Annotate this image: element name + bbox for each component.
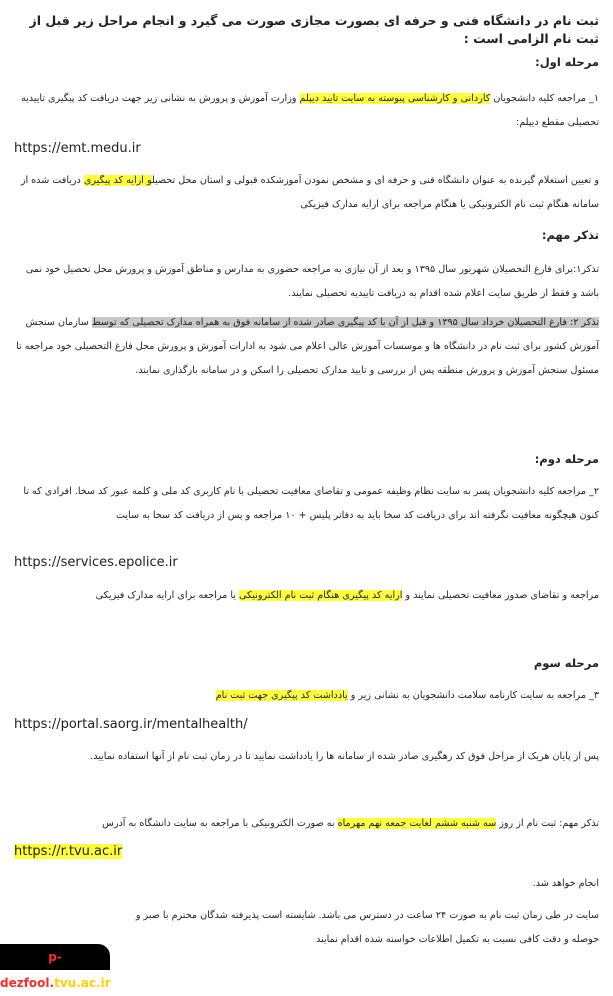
step2-paragraph1: ۲_ مراجعه کلیه دانشجویان پسر به سایت نظام وظیفه عمومی و تقاضای معافیت تحصیلی با نام کاربری کد ملی و کلمه عبور کد سخا. افرادی که تا کنون هیچگونه معافیت نگرفته اند برای دریافت کد سخا باید به دفاتر پلیس + ۱۰ مراجعه و پس از دریافت کد سخا به سایت	[23, 486, 599, 521]
final-paragraph2: انجام خواهد شد.	[532, 878, 599, 889]
final-url-link[interactable]	[14, 844, 599, 859]
step2-p2-highlight: ارایه کد پیگیری هنگام ثبت نام الکترونیکی	[239, 590, 403, 601]
note1-paragraph: تذکر۱:برای فارغ التحصیلان شهریور سال ۱۳۹۵ و بعد از آن نیازی به مراجعه حضوری به مدارس و مناطق آموزش و پرورش محل تحصیل خود نمی باشد و فقط از طریق سایت اعلام شده اقدام به دریافت تاییدیه تحصیلی نمایند.	[25, 264, 599, 299]
badge-prefix: p-dezfool.	[0, 950, 62, 990]
final-p1-text-b: به صورت الکترونیکی با مراجعه به سایت دانشگاه به آدرس	[102, 818, 338, 829]
note2-paragraph	[14, 311, 599, 383]
step3-url-link[interactable]: https://portal.saorg.ir/mentalhealth/	[14, 717, 248, 732]
page-title: ثبت نام در دانشگاه فنی و حرفه ای بصورت مجازی صورت می گیرد و انجام مراحل زیر قبل از ثبت نام الزامی است :	[29, 13, 599, 46]
final-paragraph3: سایت در طی زمان ثبت نام به صورت ۲۴ ساعت در دسترس می باشد. شایسته است پذیرفته شدگان محترم با صبر و حوصله و دقت کافی نسبت به تکمیل اطلاعات خواسته شده اقدام نمایند	[135, 910, 599, 945]
step1-url-link[interactable]: https://emt.medu.ir	[14, 141, 141, 156]
step3-heading: مرحله سوم	[533, 656, 599, 670]
step1-paragraph2	[14, 169, 599, 217]
final-url-highlight[interactable]: https://r.tvu.ac.ir	[14, 844, 123, 859]
step2-p2-text-a: مراجعه و تقاضای صدور معافیت تحصیلی نمایند و	[402, 590, 599, 601]
step3-paragraph2: پس از پایان هریک از مراحل فوق کد رهگیری صادر شده از سامانه ها را یادداشت نمایید تا در زمان ثبت نام از آنها استفاده نمایید.	[90, 751, 599, 762]
badge-suffix: tvu.ac.ir	[54, 976, 111, 990]
final-p1-highlight: سه شنبه ششم لغایت جمعه نهم مهرماه	[337, 818, 497, 829]
site-watermark-badge	[0, 944, 111, 990]
step1-p2-text-a: و تعیین استعلام گیرنده به عنوان دانشگاه فنی و حرفه ای و مشخص نمودن آموزشکده قبولی و استان محل تحصیل	[151, 175, 599, 186]
note2-text: سازمان سنجش آموزش کشور برای ثبت نام در دانشگاه ها و موسسات آموزش عالی اعلام می شود به ادارات آموزش و پرورش محل فارغ التحصیلی خود مراجعه تا مسئول سنجش آموزش و پرورش منطقه پس از بررسی و تایید مدارک تحصیلی را اسکن و در سامانه بارگذاری نمایند.	[16, 317, 599, 376]
final-p1-text-a: تذکر مهم: ثبت نام از روز	[496, 818, 599, 829]
step1-p1-text-a: ۱_ مراجعه کلیه دانشجویان	[490, 93, 599, 104]
step1-heading: مرحله اول:	[535, 55, 599, 69]
step1-p2-text-b: دریافت شده از سامانه هنگام ثبت نام الکترونیکی یا هنگام مراجعه برای ارایه مدارک فیزیکی	[20, 175, 599, 210]
step1-paragraph1	[14, 87, 599, 135]
step3-p1-text-a: ۳_ مراجعه به سایت کارنامه سلامت دانشجویان به نشانی زیر و	[347, 690, 599, 701]
note2-gray-highlight: تذکر ۲: فارغ التحصیلان خرداد سال ۱۳۹۵ و قبل از آن با کد پیگیری صادر شده از سامانه فوق به همراه مدارک تحصیلی که توسط	[91, 317, 599, 328]
notes-heading: تذکر مهم:	[541, 228, 599, 242]
step1-p1-highlight: کاردانی و کارشناسی پیوسته به سایت تایید دیپلم	[299, 93, 491, 104]
step3-p1-highlight: یادداشت کد پیگیری جهت ثبت نام	[215, 690, 348, 701]
final-note-paragraph	[14, 812, 599, 836]
step1-p2-highlight: و ارایه کد پیگیری	[83, 175, 152, 186]
step2-p2-text-b: یا مراجعه برای ارایه مدارک فیزیکی	[95, 590, 240, 601]
step1-p1-text-b: وزارت آموزش و پرورش به نشانی زیر جهت دریافت کد پیگیری تاییدیه تحصیلی مقطع دیپلم:	[20, 93, 599, 128]
step2-url-link[interactable]: https://services.epolice.ir	[14, 555, 178, 570]
step2-heading: مرحله دوم:	[534, 452, 599, 466]
step2-paragraph2	[14, 584, 599, 608]
step3-paragraph1	[14, 684, 599, 708]
